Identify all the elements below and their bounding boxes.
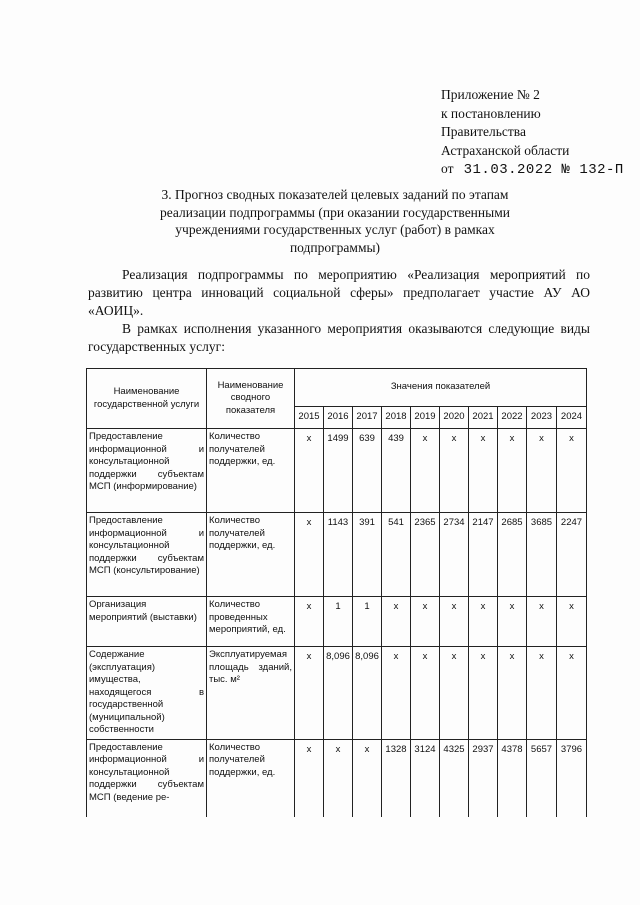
value-cell: х	[469, 647, 498, 740]
value-cell: х	[295, 513, 324, 597]
year-2017: 2017	[353, 407, 382, 429]
value-cell: 3685	[527, 513, 557, 597]
value-cell: х	[295, 597, 324, 647]
value-cell: 2147	[469, 513, 498, 597]
indicator-cell: Эксплуатируемая площадь зданий, тыс. м²	[207, 647, 295, 740]
value-cell: 541	[382, 513, 411, 597]
value-cell: 439	[382, 429, 411, 513]
value-cell: х	[295, 429, 324, 513]
value-cell: 2937	[469, 739, 498, 817]
service-cell: Предоставление информационной и консультационной поддержки субъектам МСП (информирование)	[87, 429, 207, 513]
value-cell: х	[469, 429, 498, 513]
indicator-cell: Количество получателей поддержки, ед.	[207, 429, 295, 513]
paragraph-1-text: Реализация подпрограммы по мероприятию «Реализация мероприятий по развитию центра инноваций социальной сферы» предполагает участие АУ АО «АОИЦ».	[88, 267, 590, 318]
appendix-line-2: к постановлению	[441, 105, 541, 121]
value-cell: х	[295, 647, 324, 740]
value-cell: 1143	[324, 513, 353, 597]
value-cell: х	[527, 597, 557, 647]
appendix-line-1: Приложение № 2	[441, 87, 540, 102]
value-cell: 1	[353, 597, 382, 647]
table-header-row	[87, 369, 587, 407]
value-cell: х	[498, 429, 527, 513]
appendix-line-4: Астраханской области	[441, 142, 570, 158]
value-cell: 639	[353, 429, 382, 513]
value-cell: 3124	[411, 739, 440, 817]
value-cell: 3796	[557, 739, 587, 817]
table-row	[87, 429, 587, 513]
header-indicator: Наименование сводного показателя	[207, 369, 295, 429]
value-cell: х	[557, 597, 587, 647]
value-cell: х	[440, 647, 469, 740]
value-cell: х	[382, 647, 411, 740]
value-cell: х	[324, 739, 353, 817]
appendix-line-3: Правительства	[441, 124, 526, 139]
value-cell: 1328	[382, 739, 411, 817]
value-cell: х	[440, 597, 469, 647]
service-cell: Предоставление информационной и консультационной поддержки субъектам МСП (ведение ре-	[87, 739, 207, 817]
value-cell: х	[411, 597, 440, 647]
indicator-cell: Количество получателей поддержки, ед.	[207, 513, 295, 597]
year-2021: 2021	[469, 407, 498, 429]
value-cell: 8,096	[324, 647, 353, 740]
value-cell: 2685	[498, 513, 527, 597]
table-row	[87, 647, 587, 740]
indicators-table	[86, 368, 587, 817]
year-2019: 2019	[411, 407, 440, 429]
value-cell: 4378	[498, 739, 527, 817]
table-row	[87, 597, 587, 647]
value-cell: 391	[353, 513, 382, 597]
paragraph-1	[88, 266, 590, 320]
value-cell: 5657	[527, 739, 557, 817]
section-heading: 3. Прогноз сводных показателей целевых заданий по этапам реализации подпрограммы (при оказании государственными учреждениями государственных услуг (работ) в рамках подпрограммы)	[160, 187, 510, 255]
value-cell: 8,096	[353, 647, 382, 740]
value-cell: х	[557, 647, 587, 740]
indicator-cell: Количество получателей поддержки, ед.	[207, 739, 295, 817]
year-2020: 2020	[440, 407, 469, 429]
year-2023: 2023	[527, 407, 557, 429]
value-cell: 2734	[440, 513, 469, 597]
value-cell: х	[295, 739, 324, 817]
value-cell: 2365	[411, 513, 440, 597]
value-cell: х	[440, 429, 469, 513]
table-row	[87, 513, 587, 597]
header-values: Значения показателей	[295, 369, 587, 407]
value-cell: 1	[324, 597, 353, 647]
header-service: Наименование государственной услуги	[87, 369, 207, 429]
value-cell: х	[557, 429, 587, 513]
value-cell: 1499	[324, 429, 353, 513]
year-2022: 2022	[498, 407, 527, 429]
value-cell: х	[527, 429, 557, 513]
appendix-block	[441, 86, 624, 180]
table-row	[87, 739, 587, 817]
year-2015: 2015	[295, 407, 324, 429]
value-cell: х	[527, 647, 557, 740]
value-cell: х	[382, 597, 411, 647]
year-2016: 2016	[324, 407, 353, 429]
value-cell: 4325	[440, 739, 469, 817]
paragraph-2-text: В рамках исполнения указанного мероприятия оказываются следующие виды государственных услуг:	[88, 321, 590, 354]
value-cell: 2247	[557, 513, 587, 597]
value-cell: х	[411, 647, 440, 740]
value-cell: х	[353, 739, 382, 817]
indicator-cell: Количество проведенных мероприятий, ед.	[207, 597, 295, 647]
appendix-date-line	[441, 160, 624, 180]
service-cell: Содержание (эксплуатация) имущества, находящегося в государственной (муниципальной) собственности	[87, 647, 207, 740]
year-2018: 2018	[382, 407, 411, 429]
paragraph-2	[88, 320, 590, 356]
value-cell: х	[498, 647, 527, 740]
service-cell: Предоставление информационной и консультационной поддержки субъектам МСП (консультирование)	[87, 513, 207, 597]
year-2024: 2024	[557, 407, 587, 429]
date-prefix: от	[441, 161, 454, 176]
resolution-date: 31.03.2022 № 132-П	[463, 162, 624, 178]
value-cell: х	[498, 597, 527, 647]
value-cell: х	[469, 597, 498, 647]
value-cell: х	[411, 429, 440, 513]
service-cell: Организация мероприятий (выставки)	[87, 597, 207, 647]
